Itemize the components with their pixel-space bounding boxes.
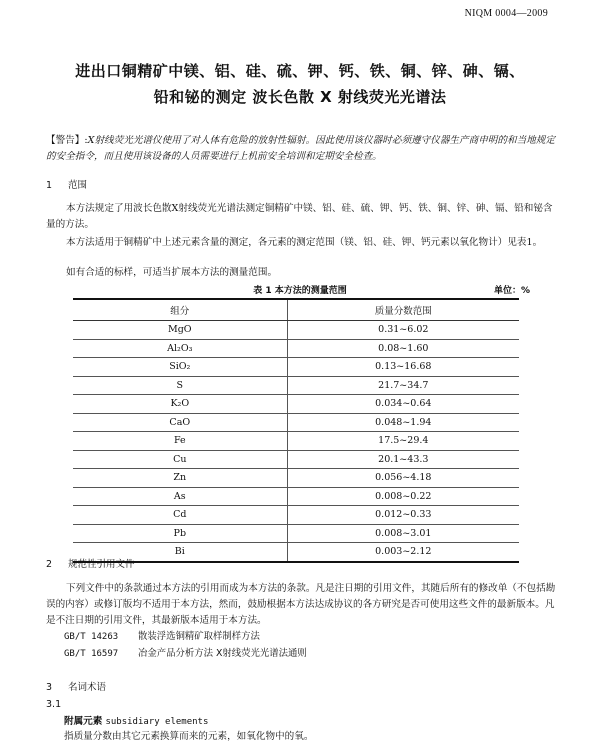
table-row (73, 358, 519, 377)
section-1-heading (46, 177, 87, 191)
table-row (73, 524, 519, 543)
table-row (73, 543, 519, 562)
reference-code: GB/T 14263 (64, 632, 119, 642)
range-cell: 0.008~0.22 (287, 487, 519, 506)
component-cell: As (73, 487, 287, 506)
table-header-row (73, 299, 519, 321)
section-1-number: 1 (46, 180, 53, 191)
title-line-1: 进出口铜精矿中镁、铝、硅、硫、钾、钙、铁、铜、锌、砷、镉、 (75, 62, 525, 80)
table-row (73, 376, 519, 395)
subsection-3-1-number: 3.1 (46, 699, 62, 710)
column-header-component: 组分 (73, 299, 287, 321)
range-cell: 0.08~1.60 (287, 339, 519, 358)
component-cell: Fe (73, 432, 287, 451)
document-code: NIQM 0004—2009 (464, 8, 548, 19)
table-row (73, 450, 519, 469)
term-chinese: 附属元素 (64, 716, 103, 727)
table-row (73, 487, 519, 506)
warning-text: X射线荧光光谱仪使用了对人体有危险的放射性辐射。因此使用该仪器时必须遵守仪器生产商申明的和当地规定的安全指令，而且使用该设备的人员需要进行上机前安全培训和定期安全检查。 (46, 135, 555, 162)
measurement-range-table (73, 298, 519, 563)
warning-label: 【警告】: (46, 135, 88, 146)
section-3-number: 3 (46, 682, 53, 693)
component-cell: S (73, 376, 287, 395)
component-cell: Al₂O₃ (73, 339, 287, 358)
section-1-paragraph-1: 本方法规定了用波长色散X射线荧光光谱法测定铜精矿中镁、铝、硅、硫、钾、钙、铁、铜、锌、砷、镉、铅和铋含量的方法。 (46, 203, 553, 230)
range-cell: 21.7~34.7 (287, 376, 519, 395)
table-1-caption: 表 1 本方法的测量范围 (253, 286, 347, 296)
term-line (64, 714, 580, 730)
range-cell: 0.13~16.68 (287, 358, 519, 377)
reference-item (64, 630, 260, 644)
table-1-unit: 单位：% (493, 286, 530, 296)
section-2-paragraph: 下列文件中的条款通过本方法的引用而成为本方法的条款。凡是注日期的引用文件，其随后所有的修改单（不包括勘误的内容）或修订版均不适用于本方法，然而，鼓励根据本方法达成协议的各方研究是否可使用这些文件的最新版本。凡是不注日期的引用文件，其最新版本适用于本方法。 (46, 583, 556, 626)
section-1-paragraph-3: 如有合适的标样，可适当扩展本方法的测量范围。 (66, 267, 278, 278)
section-1-paragraph-2: 本方法适用于铜精矿中上述元素含量的测定，各元素的测定范围（镁、铝、硅、钾、钙元素以氧化物计）见表1。 (66, 237, 543, 248)
reference-code: GB/T 16597 (64, 649, 119, 659)
component-cell: SiO₂ (73, 358, 287, 377)
range-cell: 0.008~3.01 (287, 524, 519, 543)
table-row (73, 432, 519, 451)
reference-item (64, 647, 307, 661)
section-1-title: 范围 (68, 180, 88, 191)
table-row (73, 395, 519, 414)
range-cell: 0.048~1.94 (287, 413, 519, 432)
component-cell: K₂O (73, 395, 287, 414)
section-3-title: 名词术语 (68, 682, 107, 693)
component-cell: CaO (73, 413, 287, 432)
component-cell: Zn (73, 469, 287, 488)
section-2-heading (46, 556, 135, 570)
range-cell: 20.1~43.3 (287, 450, 519, 469)
section-3-heading (46, 679, 106, 693)
column-header-range: 质量分数范围 (287, 299, 519, 321)
table-row (73, 321, 519, 340)
warning-paragraph (46, 133, 562, 165)
range-cell: 17.5~29.4 (287, 432, 519, 451)
term-definition: 指质量分数由其它元素换算而来的元素，如氧化物中的氧。 (64, 731, 314, 742)
range-cell: 0.034~0.64 (287, 395, 519, 414)
component-cell: Bi (73, 543, 287, 562)
range-cell: 0.31~6.02 (287, 321, 519, 340)
term-english: subsidiary elements (105, 717, 209, 727)
component-cell: MgO (73, 321, 287, 340)
component-cell: Pb (73, 524, 287, 543)
table-row (73, 413, 519, 432)
title-line-2: 铅和铋的测定 波长色散 X 射线荧光光谱法 (153, 88, 447, 106)
reference-title: 散装浮选铜精矿取样制样方法 (138, 631, 260, 642)
table-row (73, 506, 519, 525)
range-cell: 0.003~2.12 (287, 543, 519, 562)
table-row (73, 339, 519, 358)
table-row (73, 469, 519, 488)
section-2-title: 规范性引用文件 (68, 559, 135, 570)
component-cell: Cu (73, 450, 287, 469)
range-cell: 0.056~4.18 (287, 469, 519, 488)
component-cell: Cd (73, 506, 287, 525)
range-cell: 0.012~0.33 (287, 506, 519, 525)
section-2-number: 2 (46, 559, 53, 570)
reference-title: 冶金产品分析方法 X射线荧光光谱法通则 (138, 648, 307, 659)
